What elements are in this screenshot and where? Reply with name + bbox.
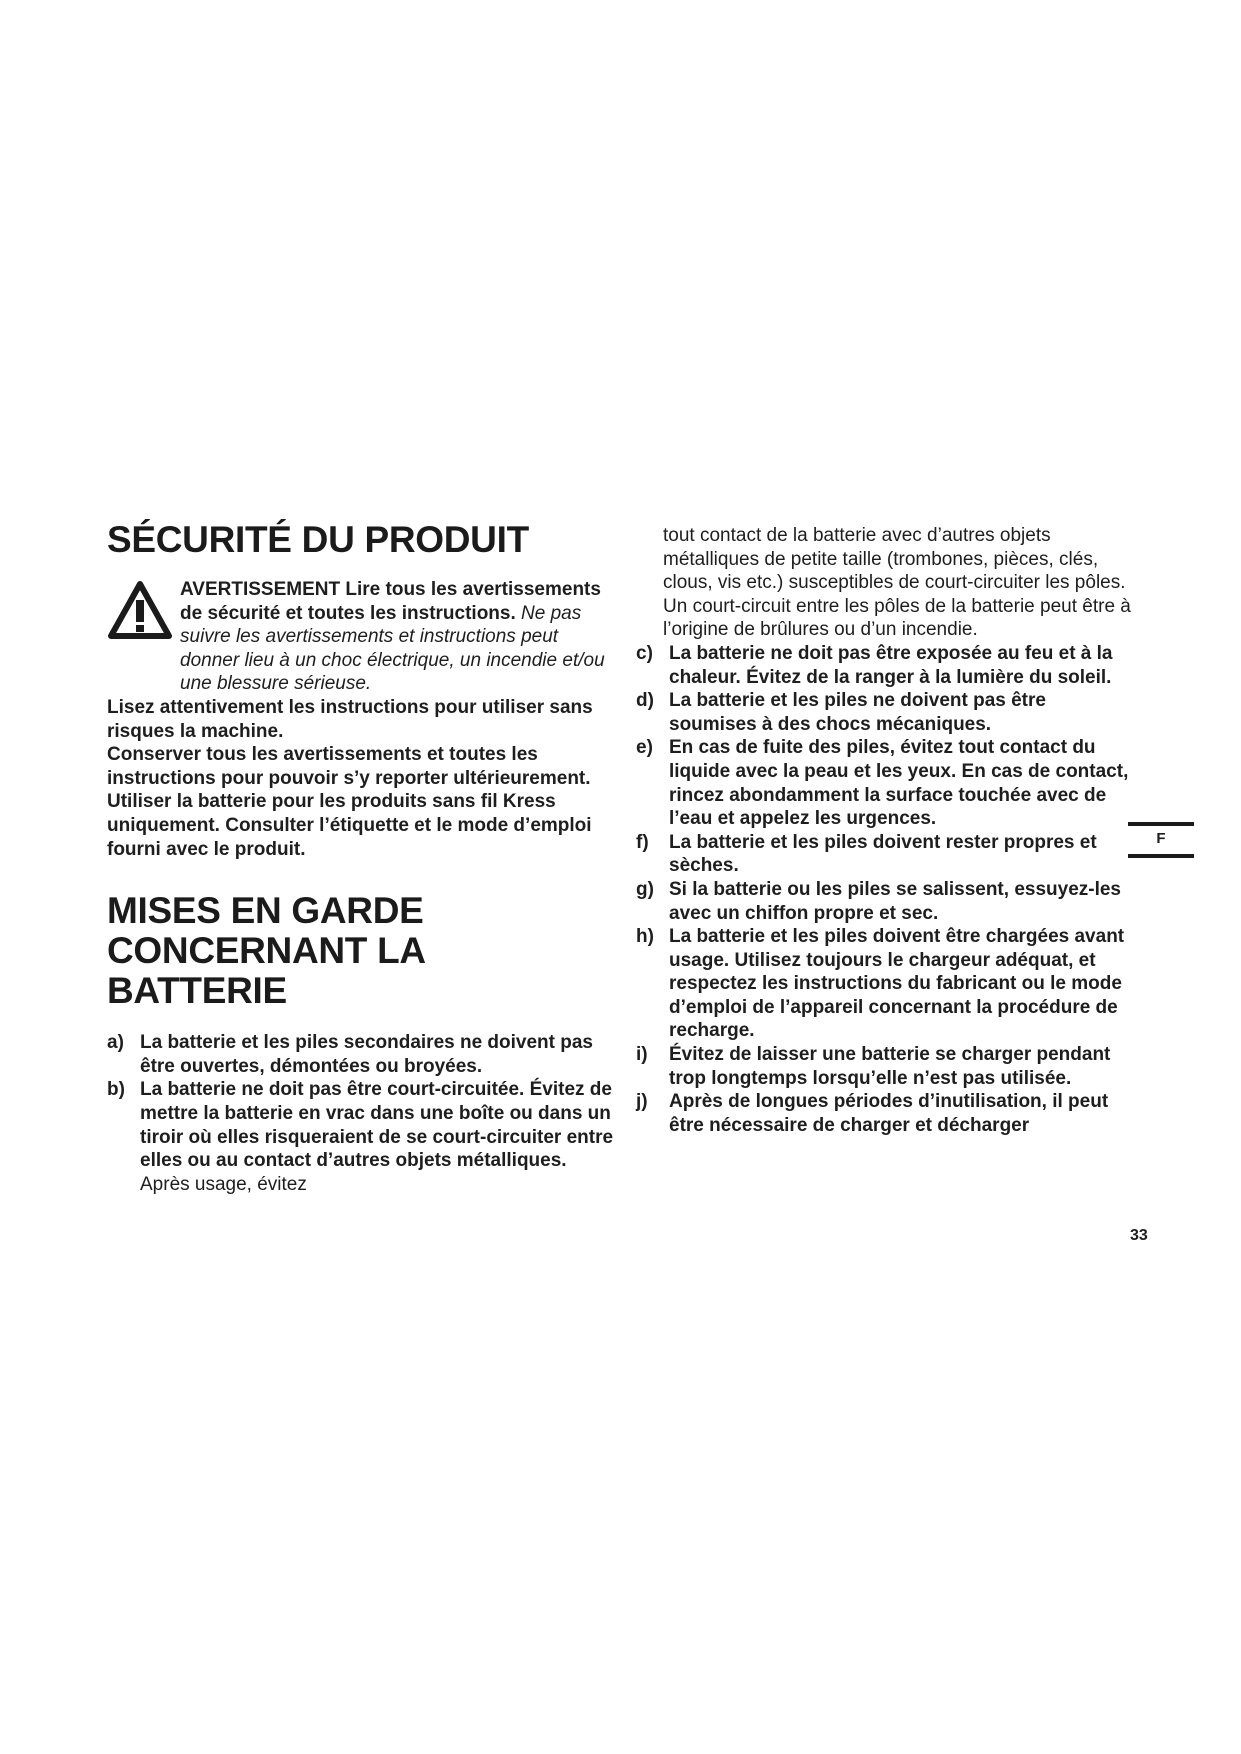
page-number: 33 bbox=[1130, 1227, 1148, 1244]
list-item bbox=[107, 1078, 617, 1196]
list-item bbox=[636, 1043, 1136, 1090]
warning-triangle-icon bbox=[107, 580, 173, 642]
battery-list-right bbox=[636, 642, 1136, 1137]
list-item bbox=[107, 1031, 617, 1078]
language-tab bbox=[1128, 822, 1194, 858]
para-read-instructions: Lisez attentivement les instructions pour utiliser sans risques la machine. bbox=[107, 696, 593, 742]
list-item-text: La batterie et les piles doivent être chargées avant usage. Utilisez toujours le chargeur adéquat, et respectez les instructions du fabricant ou le mode d’emploi de l’appareil concernant la procédure de recharge. bbox=[669, 926, 1125, 1042]
list-item bbox=[636, 831, 1136, 878]
section-title-product-safety: SÉCURITÉ DU PRODUIT bbox=[107, 519, 529, 560]
list-item-text: La batterie et les piles doivent rester propres et sèches. bbox=[669, 831, 1097, 877]
battery-list-left bbox=[107, 1031, 617, 1196]
list-item-text: La batterie ne doit pas être exposée au feu et à la chaleur. Évitez de la ranger à la lumière du soleil. bbox=[669, 642, 1113, 688]
list-marker: i) bbox=[636, 1044, 648, 1066]
language-tab-top-bar bbox=[1128, 822, 1194, 826]
list-item-text: La batterie ne doit pas être court-circuitée. Évitez de mettre la batterie en vrac dans une boîte ou dans un tiroir où elles risqueraient de se court-circuiter entre elles ou au contact d’autres objets métalliques. bbox=[140, 1079, 614, 1172]
list-item bbox=[636, 642, 1136, 689]
list-item-text: Après de longues périodes d’inutilisation, il peut être nécessaire de charger et décharger bbox=[669, 1091, 1109, 1136]
para-use-battery: Utiliser la batterie pour les produits sans fil Kress uniquement. Consulter l’étiquette et le mode d’emploi fourni avec le produit. bbox=[107, 791, 592, 860]
warning-italic: Ne pas suivre les avertissements et instructions peut donner lieu à un choc électrique, un incendie et/ou une blessure sérieuse. bbox=[180, 602, 605, 695]
language-tab-label: F bbox=[1156, 830, 1166, 847]
list-item bbox=[636, 736, 1136, 830]
section-title-battery-2: CONCERNANT LA bbox=[107, 930, 426, 972]
list-marker: d) bbox=[636, 690, 654, 712]
list-marker: b) bbox=[107, 1079, 125, 1101]
list-item-text: La batterie et les piles ne doivent pas être soumises à des chocs mécaniques. bbox=[669, 690, 1046, 735]
list-item bbox=[636, 689, 1136, 736]
list-item bbox=[636, 1090, 1136, 1137]
list-marker: e) bbox=[636, 737, 653, 759]
list-marker: c) bbox=[636, 642, 653, 664]
item-b-continuation: tout contact de la batterie avec d’autres objets métalliques de petite taille (trombones, pièces, clés, clous, vis etc.) susceptibles de court-circuiter les pôles. Un court-circuit entre les pôles de la batterie peut être à l’origine de brûlures ou d’un incendie. bbox=[663, 525, 1131, 641]
warning-bold: AVERTISSEMENT Lire tous les avertissements de sécurité et toutes les instructions. bbox=[180, 579, 601, 624]
section-title-battery-1: MISES EN GARDE bbox=[107, 890, 424, 932]
right-column bbox=[636, 524, 1136, 1137]
list-item-text: La batterie et les piles secondaires ne doivent pas être ouvertes, démontées ou broyées. bbox=[140, 1032, 594, 1077]
list-marker: h) bbox=[636, 926, 654, 948]
list-item-text: En cas de fuite des piles, évitez tout contact du liquide avec la peau et les yeux. En cas de contact, rincez abondamment la surface touchée avec de l’eau et appelez les urgences. bbox=[669, 737, 1129, 830]
section-title-battery-3: BATTERIE bbox=[107, 970, 287, 1012]
left-column bbox=[107, 520, 617, 1196]
list-marker: j) bbox=[636, 1091, 648, 1113]
para-keep-warnings: Conserver tous les avertissements et toutes les instructions pour pouvoir s’y reporter ultérieurement. bbox=[107, 744, 591, 789]
warning-text bbox=[107, 578, 617, 696]
list-item bbox=[636, 925, 1136, 1043]
list-item-normal-text: Après usage, évitez bbox=[140, 1173, 307, 1195]
language-tab-bottom-bar bbox=[1128, 854, 1194, 858]
list-marker: a) bbox=[107, 1032, 124, 1054]
warning-block bbox=[107, 578, 617, 696]
list-marker: f) bbox=[636, 831, 649, 853]
list-item-text: Si la batterie ou les piles se salissent, essuyez-les avec un chiffon propre et sec. bbox=[669, 878, 1122, 924]
list-marker: g) bbox=[636, 878, 654, 900]
list-item-text: Évitez de laisser une batterie se charger pendant trop longtemps lorsqu’elle n’est pas utilisée. bbox=[669, 1044, 1111, 1089]
list-item bbox=[636, 878, 1136, 925]
